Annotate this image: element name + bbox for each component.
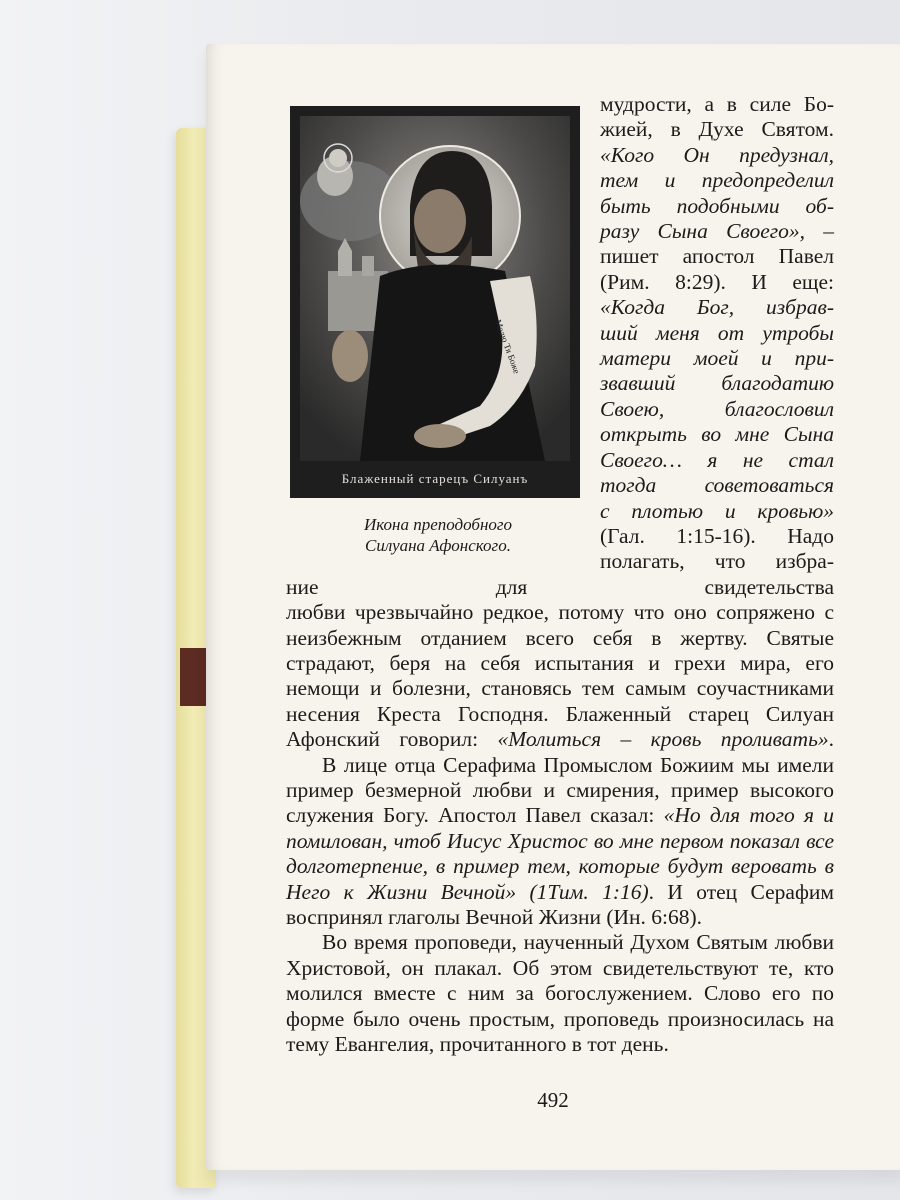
side-line: полагать, что избра- — [600, 549, 834, 574]
paul-quote: «Но для того я и помилован, чтоб Иисус Христос во мне первом показал все долготерпение, в пример тем, которые будут веровать в Него к Жизни Вечной» — [286, 803, 834, 904]
side-line: жией, в Духе Святом. — [600, 117, 834, 142]
svg-text:Молю Тя Боже: Молю Тя Боже — [493, 318, 522, 375]
side-line: тогда советоваться — [600, 473, 834, 498]
side-line: Своею, благословил — [600, 396, 834, 421]
caption-line-1: Икона преподобного — [363, 515, 513, 534]
paragraph-3-text: Во время проповеди, наученный Духом Святым любви Христовой, он плакал. Об этом свидетельствуют те, кто молился вместе с ним за богослужением. Слово его по форме было очень простым, проповедь произносилась на тему Евангелия, прочитанного в тот день. — [286, 930, 834, 1057]
icon-title: Блаженный старецъ Силуанъ — [341, 471, 529, 486]
side-line: открыть во мне Сына — [600, 422, 834, 447]
side-line: (Рим. 8:29). И еще: — [600, 269, 834, 294]
side-line: ние для свидетельства — [286, 574, 834, 599]
page-number: 492 — [537, 1088, 569, 1112]
side-line: Своего… я не стал — [600, 447, 834, 472]
side-line: (Гал. 1:15-16). Надо — [600, 523, 834, 548]
page-footer — [206, 0, 900, 1200]
side-line: разу Сына Своего», – — [600, 219, 834, 244]
paul-quote-ref: (1Тим. 1:16) — [516, 879, 649, 904]
cover-spine-stripe — [180, 648, 208, 706]
paragraph-1-end: . — [828, 727, 834, 752]
silouan-quote: «Молиться – кровь проливать» — [497, 727, 829, 752]
side-line: с плотью и кровью» — [600, 498, 834, 523]
side-line: мудрости, а в силе Бо- — [600, 92, 834, 116]
caption-line-2: Силуана Афонского. — [365, 536, 511, 555]
side-line: звавший благодатию — [600, 371, 834, 396]
side-line: «Кого Он предузнал, — [600, 142, 834, 167]
side-line: тем и предопределил — [600, 168, 834, 193]
paragraph-1-text: любви чрезвычайно редкое, потому что оно сопряжено с неизбежным отданием всего себя в жертву. Святые страдают, беря на себя испытания и грехи мира, его немощи и болезни, становясь тем самым соучастниками несения Креста Господня. Блаженный старец Силуан Афонский говорил: — [286, 600, 834, 752]
side-line: «Когда Бог, избрав- — [600, 295, 834, 320]
paragraph-2-end: . И отец Серафим воспринял глаголы Вечной Жизни (Ин. 6:68). — [286, 879, 834, 929]
side-line: пишет апостол Павел — [600, 244, 834, 269]
side-line: ший меня от утробы — [600, 320, 834, 345]
paragraph-2-text: В лице отца Серафима Промыслом Божиим мы имели пример безмерной любви и смирения, пример высокого служения Богу. Апостол Павел сказал: — [286, 752, 834, 828]
side-line: быть подобными об- — [600, 193, 834, 218]
side-line: матери моей и при- — [600, 346, 834, 371]
